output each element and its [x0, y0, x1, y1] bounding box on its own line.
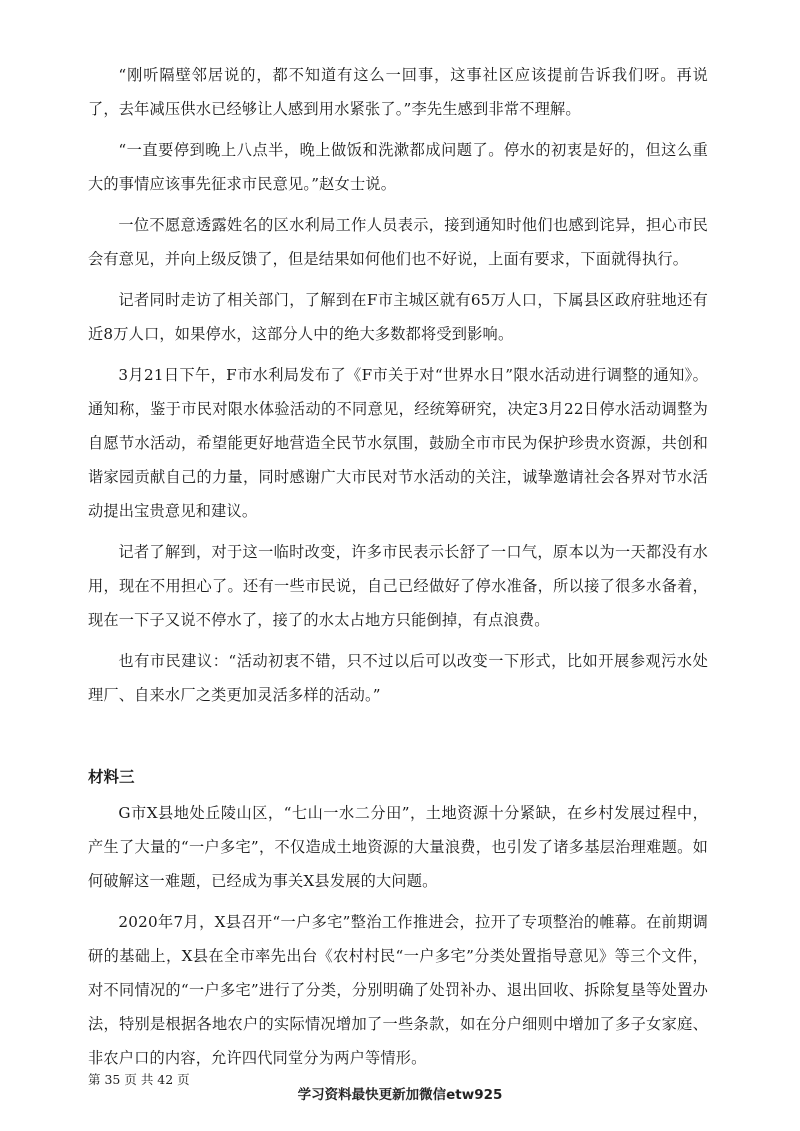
paragraph: “一直要停到晚上八点半，晚上做饭和洗漱都成问题了。停水的初衷是好的，但这么重大的事情应该事先征求市民意见。”赵女士说。 — [88, 141, 708, 193]
paragraph: 也有市民建议：“活动初衷不错，只不过以后可以改变一下形式，比如开展参观污水处理厂、自来水厂之类更加灵活多样的活动。” — [88, 652, 708, 704]
paragraph: 记者了解到，对于这一临时改变，许多市民表示长舒了一口气，原本以为一天都没有水用，现在不用担心了。还有一些市民说，自己已经做好了停水准备，所以接了很多水备着，现在一下子又说不停水了，接了的水太占地方只能倒掉，有点浪费。 — [88, 543, 708, 629]
section-title: 材料三 — [88, 768, 135, 786]
paragraph: 2020年7月，X县召开“一户多宅”整治工作推进会，拉开了专项整治的帷幕。在前期调研的基础上，X县在全市率先出台《农村村民“一户多宅”分类处置指导意见》等三个文件，对不同情况的“一户多宅”进行了分类，分别明确了处罚补办、退出回收、拆除复垦等处置办法，特别是根据各地农户的实际情况增加了一些条款，如在分户细则中增加了多子女家庭、非农户口的内容，允许四代同堂分为两户等情形。 — [88, 913, 708, 1067]
footer-note: 学习资料最快更新加微信etw925 — [297, 1087, 503, 1103]
paragraph: 3月21日下午，F市水利局发布了《F市关于对“世界水日”限水活动进行调整的通知》。通知称，鉴于市民对限水体验活动的不同意见，经统筹研究，决定3月22日停水活动调整为自愿节水活动，希望能更好地营造全民节水氛围，鼓励全市市民为保护珍贵水资源，共创和谐家园贡献自己的力量，同时感谢广大市民对节水活动的关注，诚挚邀请社会各界对节水活动提出宝贵意见和建议。 — [88, 366, 708, 520]
page-number: 第 35 页 共 42 页 — [88, 1072, 190, 1087]
paragraph: 一位不愿意透露姓名的区水利局工作人员表示，接到通知时他们也感到诧异，担心市民会有意见，并向上级反馈了，但是结果如何他们也不好说，上面有要求，下面就得执行。 — [88, 216, 708, 268]
paragraph: G市X县地处丘陵山区，“七山一水二分田”，土地资源十分紧缺，在乡村发展过程中，产生了大量的“一户多宅”，不仅造成土地资源的大量浪费，也引发了诸多基层治理难题。如何破解这一难题，已经成为事关X县发展的大问题。 — [88, 804, 708, 890]
document-body — [88, 58, 708, 1082]
paragraph: 记者同时走访了相关部门，了解到在F市主城区就有65万人口，下属县区政府驻地还有近8万人口，如果停水，这部分人中的绝大多数都将受到影响。 — [88, 291, 708, 343]
paragraph: “刚听隔壁邻居说的，都不知道有这么一回事，这事社区应该提前告诉我们呀。再说了，去年减压供水已经够让人感到用水紧张了。”李先生感到非常不理解。 — [88, 66, 708, 118]
